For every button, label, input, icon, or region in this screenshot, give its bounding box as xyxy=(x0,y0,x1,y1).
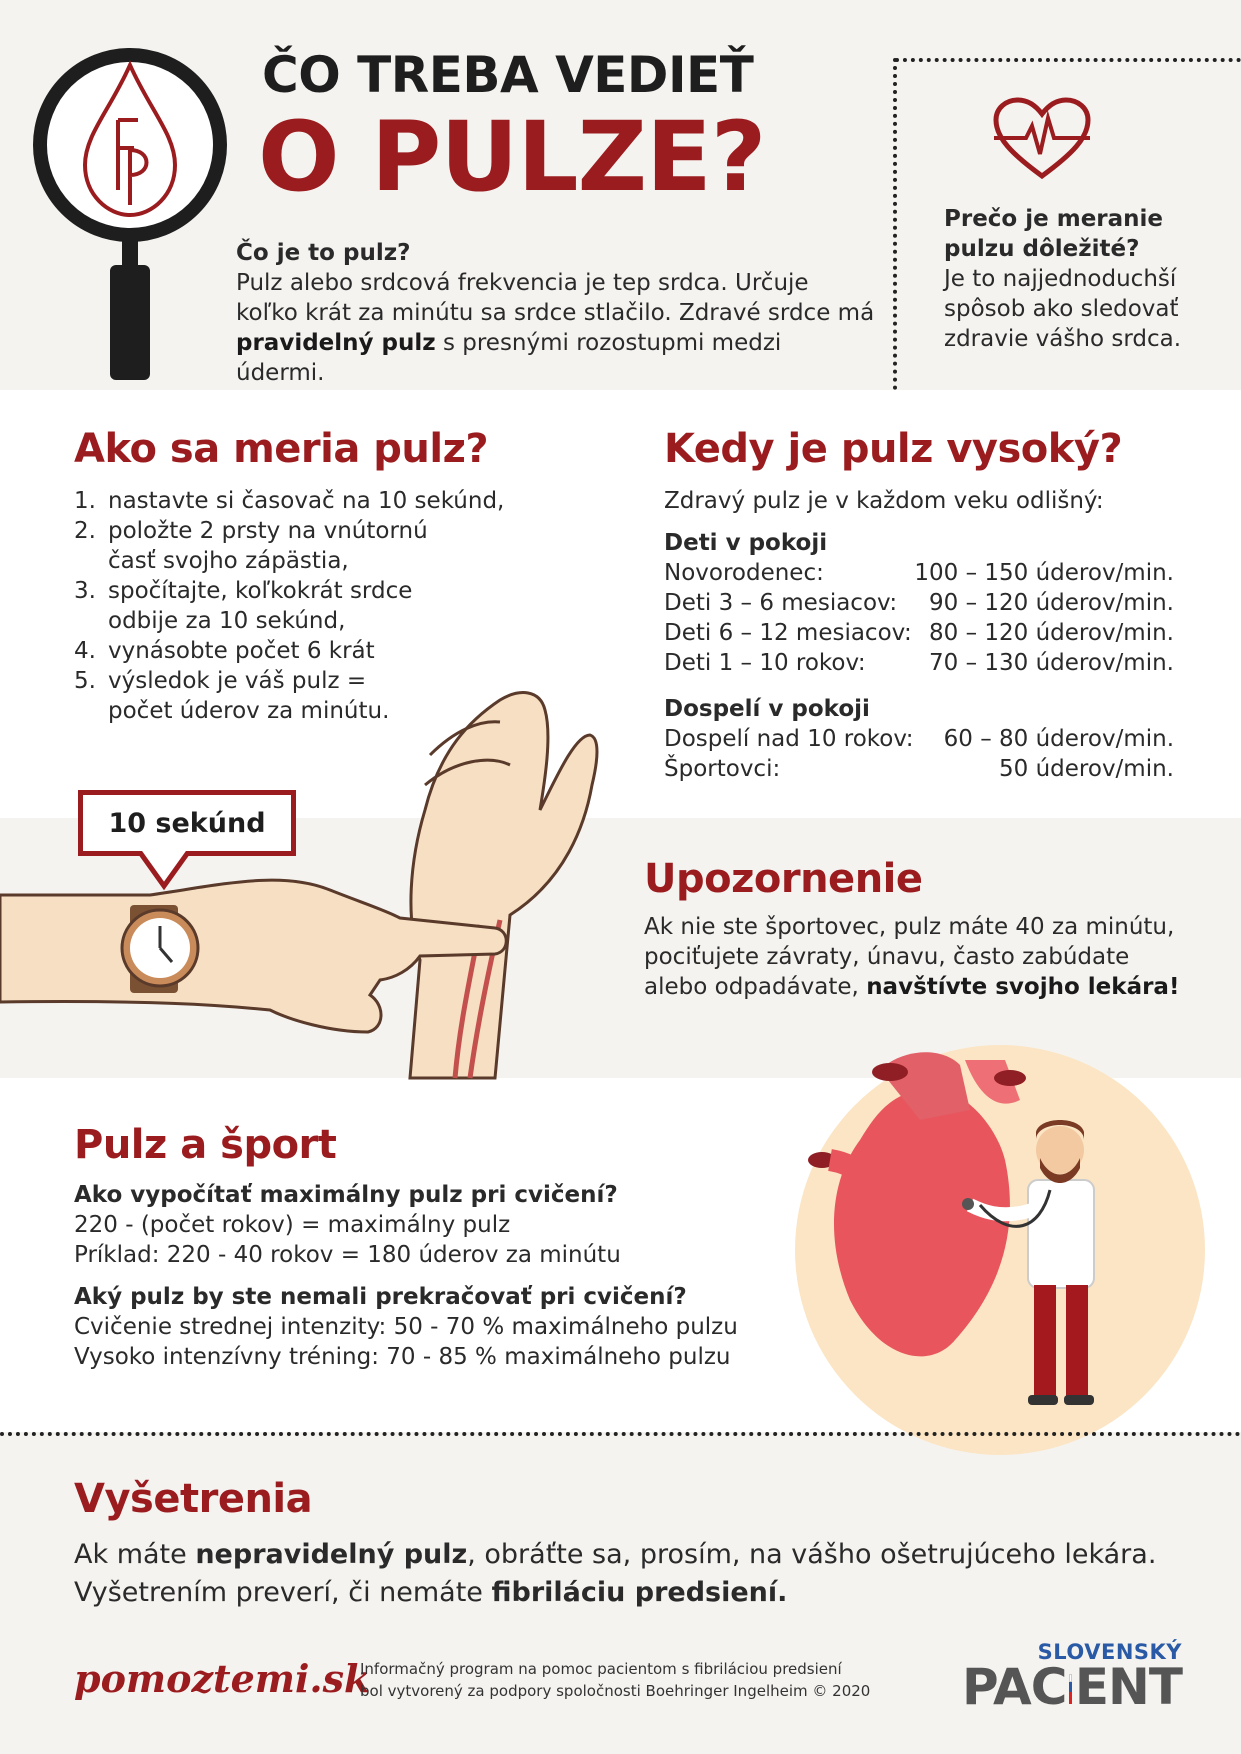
table-row: Dospelí nad 10 rokov: 60 – 80 úderov/min. xyxy=(664,726,1174,752)
table-row: Športovci: 50 úderov/min. xyxy=(664,756,1174,782)
high-intro: Zdravý pulz je v každom veku odlišný: xyxy=(664,488,1104,514)
site-link[interactable]: pomoztemi.sk xyxy=(74,1656,371,1701)
exams-line1: Ak máte nepravidelný pulz, obráťte sa, prosím, na vášho ošetrujúceho lekára. xyxy=(74,1539,1157,1570)
footer-note-line1: Informačný program na pomoc pacientom s fibriláciou predsiení xyxy=(360,1660,842,1678)
footer-note-line2: bol vytvorený za podpory spoločnosti Boehringer Ingelheim © 2020 xyxy=(360,1682,871,1700)
box-top-border xyxy=(895,58,1241,62)
why-heading: Prečo je meranie pulzu dôležité? xyxy=(944,206,1164,262)
title-line1: ČO TREBA VEDIEŤ xyxy=(262,46,754,104)
high-heading: Kedy je pulz vysoký? xyxy=(664,426,1123,472)
heart-doctor-illustration xyxy=(770,1040,1210,1510)
logo-bottom: PAC ENT xyxy=(962,1658,1182,1716)
warning-text: Ak nie ste športovec, pulz máte 40 za minútu, pociťujete závraty, únavu, často zabúdate alebo odpadávate, navštívte svojho lekára! xyxy=(644,914,1180,1000)
what-text: Pulz alebo srdcová frekvencia je tep srdca. Určuje koľko krát za minútu sa srdce stlačilo. Zdravé srdce má pravidelný pulz s presnými rozostupmi medzi údermi. xyxy=(236,270,875,386)
kids-heading: Deti v pokoji xyxy=(664,530,828,556)
why-measure xyxy=(944,204,1224,354)
warning-heading: Upozornenie xyxy=(644,856,923,902)
list-item: 2. položte 2 prsty na vnútornú časť svojho zápästia, xyxy=(74,518,428,574)
sport-a2-line1: Cvičenie strednej intenzity: 50 - 70 % maximálneho pulzu xyxy=(74,1314,738,1340)
list-item: 3. spočítajte, koľkokrát srdce odbije za 10 sekúnd, xyxy=(74,578,413,634)
sport-a1-line2: Príklad: 220 - 40 rokov = 180 úderov za minútu xyxy=(74,1242,621,1268)
kids-table xyxy=(664,528,1174,678)
magnifier-logo-icon xyxy=(30,40,230,390)
sport-a1-line1: 220 - (počet rokov) = maximálny pulz xyxy=(74,1212,511,1238)
sport-q2: Aký pulz by ste nemali prekračovať pri cvičení? xyxy=(74,1284,687,1310)
timer-bubble xyxy=(78,790,296,856)
heart-pulse-icon xyxy=(992,96,1092,182)
what-heading: Čo je to pulz? xyxy=(236,240,411,266)
exams-line2: Vyšetrením preverí, či nemáte fibriláciu predsiení. xyxy=(74,1577,788,1608)
bubble-tail xyxy=(134,851,194,891)
sport-a2-line2: Vysoko intenzívny tréning: 70 - 85 % maximálneho pulzu xyxy=(74,1344,731,1370)
measure-heading: Ako sa meria pulz? xyxy=(74,426,489,472)
table-row: Deti 6 – 12 mesiacov: 80 – 120 úderov/min. xyxy=(664,620,1174,646)
box-left-border xyxy=(893,58,897,390)
timer-bubble-label: 10 sekúnd xyxy=(108,807,266,839)
list-item: 5. výsledok je váš pulz = počet úderov za minútu. xyxy=(74,668,390,724)
why-text: Je to najjednoduchší spôsob ako sledovať zdravie vášho srdca. xyxy=(944,266,1182,352)
what-is-pulse xyxy=(236,238,876,388)
sport-q1: Ako vypočítať maximálny pulz pri cvičení? xyxy=(74,1182,618,1208)
table-row: Novorodenec: 100 – 150 úderov/min. xyxy=(664,560,1174,586)
section-divider xyxy=(0,1432,1241,1436)
list-item: 1. nastavte si časovač na 10 sekúnd, xyxy=(74,488,505,514)
sport-text xyxy=(74,1180,754,1372)
sport-heading: Pulz a šport xyxy=(74,1122,337,1168)
adults-table xyxy=(664,694,1174,784)
logo-top: SLOVENSKÝ xyxy=(1037,1640,1182,1664)
exams-heading: Vyšetrenia xyxy=(74,1476,313,1522)
list-item: 4. vynásobte počet 6 krát xyxy=(74,638,375,664)
wrist-hand-illustration xyxy=(0,660,600,1080)
slovensky-pacient-logo xyxy=(962,1640,1182,1716)
table-row: Deti 1 – 10 rokov: 70 – 130 úderov/min. xyxy=(664,650,1174,676)
exams-text xyxy=(74,1536,1194,1612)
footer-note xyxy=(360,1658,870,1702)
title-line2: O PULZE? xyxy=(258,101,766,213)
adults-heading: Dospelí v pokoji xyxy=(664,696,870,722)
table-row: Deti 3 – 6 mesiacov: 90 – 120 úderov/min. xyxy=(664,590,1174,616)
logo-flag-i xyxy=(1069,1674,1071,1704)
